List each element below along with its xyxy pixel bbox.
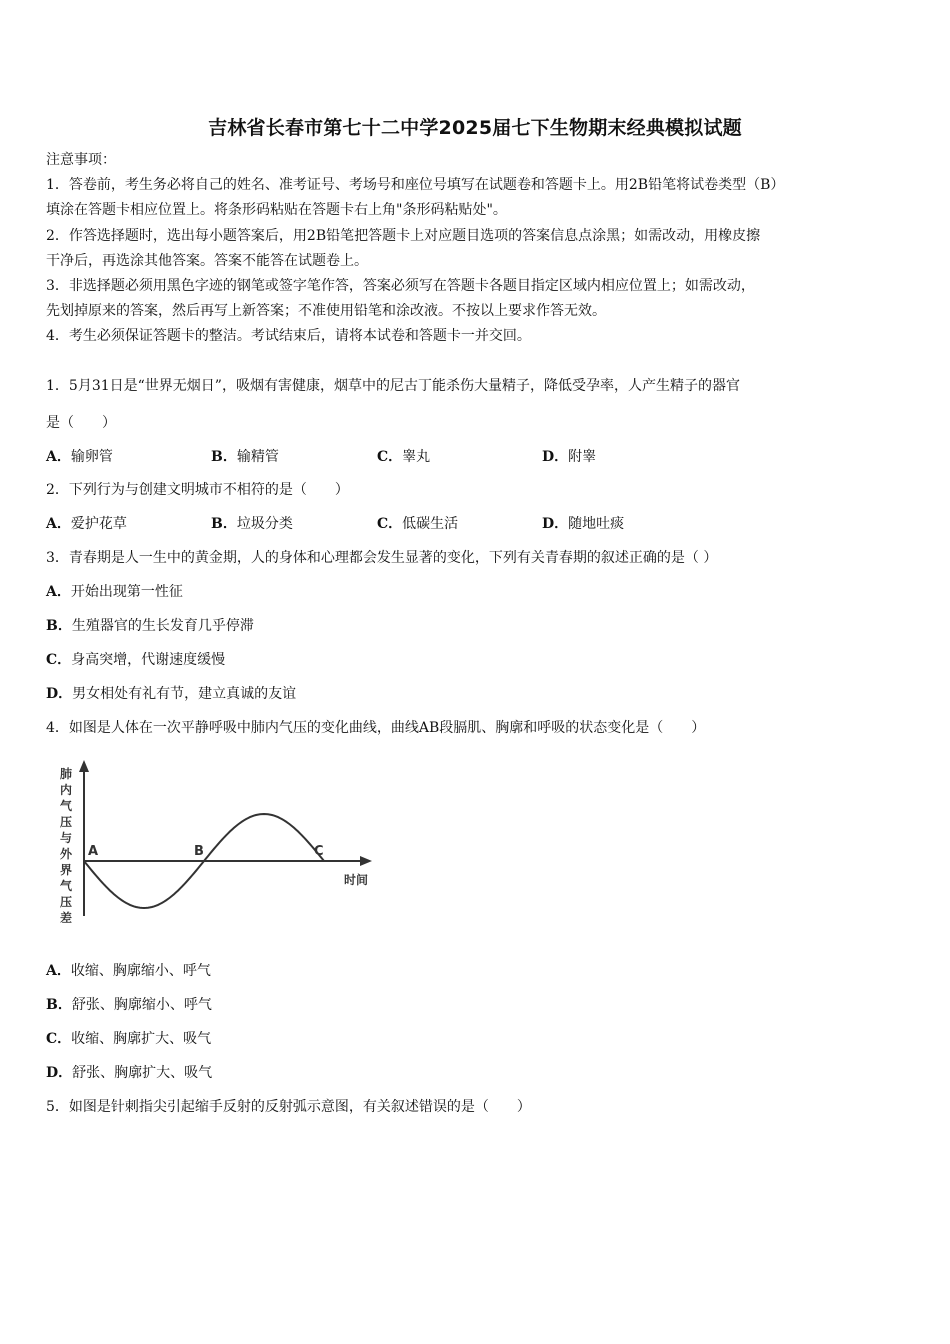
- pressure-curve-chart: [52, 758, 382, 923]
- y-axis-label-char: 内: [60, 783, 73, 797]
- notice-line: 3．非选择题必须用黑色字迹的钢笔或签字笔作答，答案必须写在答题卡各题目指定区域内相应位置上；如需改动，: [46, 278, 755, 294]
- notice-line: 干净后，再选涂其他答案。答案不能答在试题卷上。: [46, 253, 368, 269]
- notice-line: 2．作答选择题时，选出每小题答案后，用2B铅笔把答题卡上对应题目选项的答案信息点涂黑；如需改动，用橡皮擦: [46, 228, 761, 244]
- option-c[interactable]: C．身高突增，代谢速度缓慢: [46, 652, 226, 668]
- y-axis-label: [60, 766, 73, 923]
- y-axis-arrow: [79, 760, 89, 772]
- notice-heading: 注意事项：: [46, 152, 116, 168]
- y-axis-label-char: 界: [60, 863, 73, 877]
- question-4-stem: 4．如图是人体在一次平静呼吸中肺内气压的变化曲线，曲线AB段膈肌、胸廓和呼吸的状态变化是（ ）: [46, 720, 706, 736]
- y-axis-label-char: 与: [60, 831, 73, 845]
- y-axis-label-char: 气: [60, 879, 73, 893]
- question-3-stem: 3．青春期是人一生中的黄金期，人的身体和心理都会发生显著的变化，下列有关青春期的叙述正确的是（ ）: [46, 550, 718, 566]
- x-axis-arrow: [360, 856, 372, 866]
- y-axis-label-char: 压: [60, 815, 73, 829]
- point-labels: [88, 844, 324, 859]
- y-axis-label-char: 肺: [60, 767, 73, 781]
- notice-line: 1．答卷前，考生务必将自己的姓名、准考证号、考场号和座位号填写在试题卷和答题卡上。用2B铅笔将试卷类型（B）: [46, 177, 785, 193]
- question-1-stem-cont: 是（ ）: [46, 415, 116, 431]
- page-title: 吉林省长春市第七十二中学2025届七下生物期末经典模拟试题: [208, 117, 742, 139]
- option-d[interactable]: D．男女相处有礼有节，建立真诚的友谊: [46, 686, 297, 702]
- option-a[interactable]: A．爱护花草: [46, 516, 127, 532]
- point-label-c: C: [314, 844, 324, 859]
- option-a[interactable]: A．收缩、胸廓缩小、呼气: [46, 963, 211, 979]
- notice-line: 先划掉原来的答案，然后再写上新答案；不准使用铅笔和涂改液。不按以上要求作答无效。: [46, 303, 606, 319]
- x-axis-label: 时间: [344, 873, 369, 887]
- option-b[interactable]: B．输精管: [211, 449, 279, 465]
- option-c[interactable]: C．收缩、胸廓扩大、吸气: [46, 1031, 212, 1047]
- point-label-a: A: [88, 844, 99, 859]
- notice-line: 4．考生必须保证答题卡的整洁。考试结束后，请将本试卷和答题卡一并交回。: [46, 328, 531, 344]
- option-a[interactable]: A．输卵管: [46, 449, 113, 465]
- option-c[interactable]: C．睾丸: [377, 449, 431, 465]
- notice-line: 填涂在答题卡相应位置上。将条形码粘贴在答题卡右上角"条形码粘贴处"。: [46, 202, 507, 218]
- question-1-stem: 1．5月31日是“世界无烟日”，吸烟有害健康，烟草中的尼古丁能杀伤大量精子，降低受孕率，人产生精子的器官: [46, 378, 740, 394]
- y-axis-label-char: 气: [60, 799, 73, 813]
- option-b[interactable]: B．舒张、胸廓缩小、呼气: [46, 997, 212, 1013]
- y-axis-label-char: 外: [60, 847, 73, 861]
- option-b[interactable]: B．生殖器官的生长发育几乎停滞: [46, 618, 254, 634]
- option-c[interactable]: C．低碳生活: [377, 516, 459, 532]
- y-axis-label-char: 压: [60, 895, 73, 909]
- option-b[interactable]: B．垃圾分类: [211, 516, 293, 532]
- question-5-stem: 5．如图是针刺指尖引起缩手反射的反射弧示意图，有关叙述错误的是（ ）: [46, 1099, 531, 1115]
- y-axis-label-char: 差: [60, 911, 73, 923]
- point-label-b: B: [194, 844, 204, 859]
- option-d[interactable]: D．附睾: [542, 449, 597, 465]
- question-2-stem: 2．下列行为与创建文明城市不相符的是（ ）: [46, 482, 349, 498]
- option-a[interactable]: A．开始出现第一性征: [46, 584, 183, 600]
- option-d[interactable]: D．舒张、胸廓扩大、吸气: [46, 1065, 213, 1081]
- option-d[interactable]: D．随地吐痰: [542, 516, 625, 532]
